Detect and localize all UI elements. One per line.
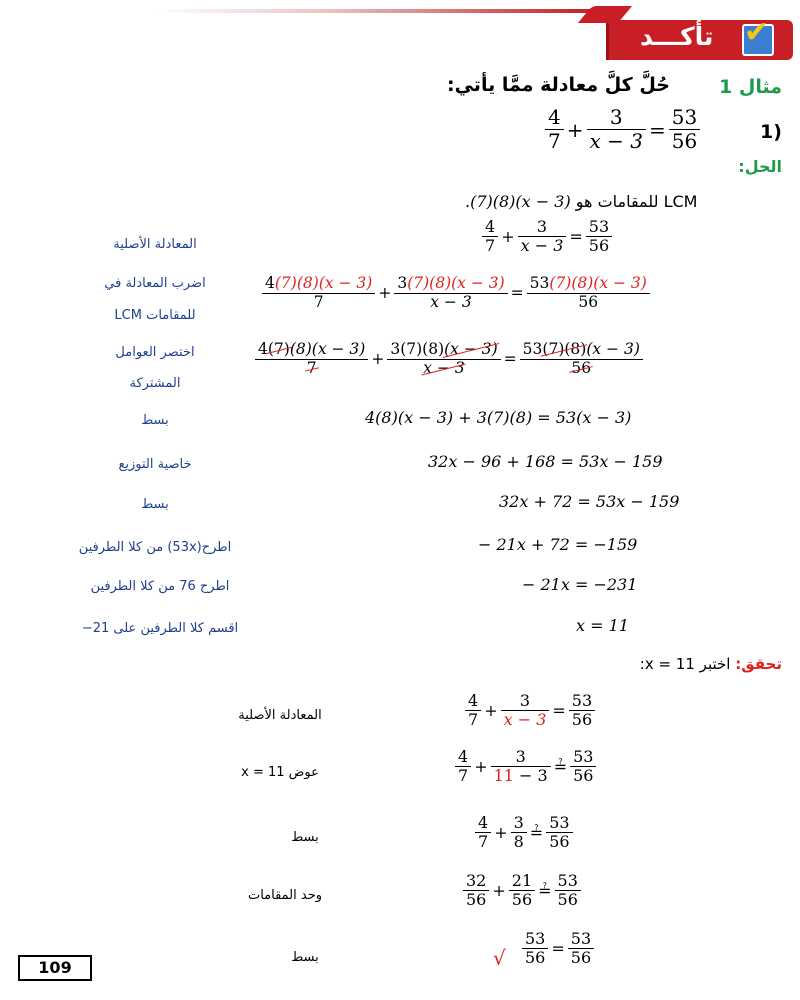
step-label-simplify-1: بسط <box>141 413 169 428</box>
equation-simplify-1: 4(8)(x − 3) + 3(7)(8) = 53(x − 3) <box>365 408 632 427</box>
multiply-equation: $\frac{4(7)(8)(x - 3)}{7}$ + $\frac{3(7)(8)(x - 3)}{x - 3}$ = $\frac{53(7)(8)(x - 3)}{56}$ <box>262 275 650 312</box>
check-label-simplify: بسط <box>291 830 319 845</box>
check-equation-final: $\frac{53}{56}$ = $\frac{53}{56}$ <box>522 930 594 968</box>
step-label-multiply-1: اضرب المعادلة في <box>104 276 206 291</box>
step-label-simplify-2: بسط <box>141 497 169 512</box>
equation-divide: x = 11 <box>576 616 629 635</box>
equation-subtract-76: − 21x = −231 <box>522 575 638 594</box>
check-label-substitute: عوض 11 = x <box>241 765 319 780</box>
step-label-subtract-76: اطرح 76 من كلا الطرفين <box>90 579 230 594</box>
step-label-original: المعادلة الأصلية <box>113 237 197 252</box>
check-equation-original: $\frac{4}{7}$ + $\frac{3}{x - 3}$ = $\frac{53}{56}$ <box>465 692 595 730</box>
solution-label: الحل: <box>738 157 782 176</box>
check-label-common-denominator: وحد المقامات <box>247 888 323 903</box>
item-number: 1) <box>760 121 782 143</box>
original-equation: $\frac{4}{7}$ + $\frac{3}{x - 3}$ = $\frac{53}{56}$ <box>482 218 612 256</box>
step-label-cancel-2: المشتركة <box>129 376 181 391</box>
lcm-statement: .(7)(8)(x − 3) LCM للمقامات هو <box>465 192 698 211</box>
step-label-cancel-1: اختصر العوامل <box>115 345 195 360</box>
equation-distributive: 32x − 96 + 168 = 53x − 159 <box>428 452 663 471</box>
header-title: تأكـــد <box>640 22 714 51</box>
page-number: 109 <box>18 955 92 981</box>
step-label-multiply-2: للمقامات LCM <box>114 308 196 323</box>
example-equation: $\frac{4}{7}$ + $\frac{3}{x - 3}$ = $\frac{53}{56}$ <box>545 106 700 153</box>
check-equation-simplify: $\frac{4}{7}$ + $\frac{3}{8}$ ≟ $\frac{53}{56}$ <box>475 814 573 852</box>
check-mark-icon: ✔ <box>744 15 770 50</box>
cancel-equation: $\frac{4(7)(8)(x - 3)}{7}$ + $\frac{3(7)(8)(x - 3)}{x - 3}$ = $\frac{53(7)(8)(x - 3)}{56}$ <box>255 341 643 378</box>
equation-simplify-2: 32x + 72 = 53x − 159 <box>499 492 680 511</box>
equation-subtract-53x: − 21x + 72 = −159 <box>478 535 638 554</box>
example-label: مثال 1 <box>719 76 782 98</box>
check-label-original: المعادلة الأصلية <box>238 708 322 723</box>
check-equation-common-denominator: $\frac{32}{56}$ + $\frac{21}{56}$ ≟ $\frac{53}{56}$ <box>463 872 581 910</box>
checkmark-icon: √ <box>493 946 506 970</box>
step-label-divide: اقسم كلا الطرفين على 21− <box>81 621 239 636</box>
step-label-distributive: خاصية التوزيع <box>118 457 192 472</box>
header-rule <box>155 9 595 13</box>
check-equation-substitute: $\frac{4}{7}$ + $\frac{3}{11 - 3}$ ≟ $\frac{53}{56}$ <box>455 748 596 786</box>
check-line: تحقق: اختبر x = 11: <box>639 655 782 673</box>
check-label-final: بسط <box>291 950 319 965</box>
step-label-subtract-53x: اطرح(53x) من كلا الطرفين <box>78 540 232 555</box>
example-instruction: حُلَّ كلَّ معادلة ممَّا يأتي: <box>446 74 670 96</box>
